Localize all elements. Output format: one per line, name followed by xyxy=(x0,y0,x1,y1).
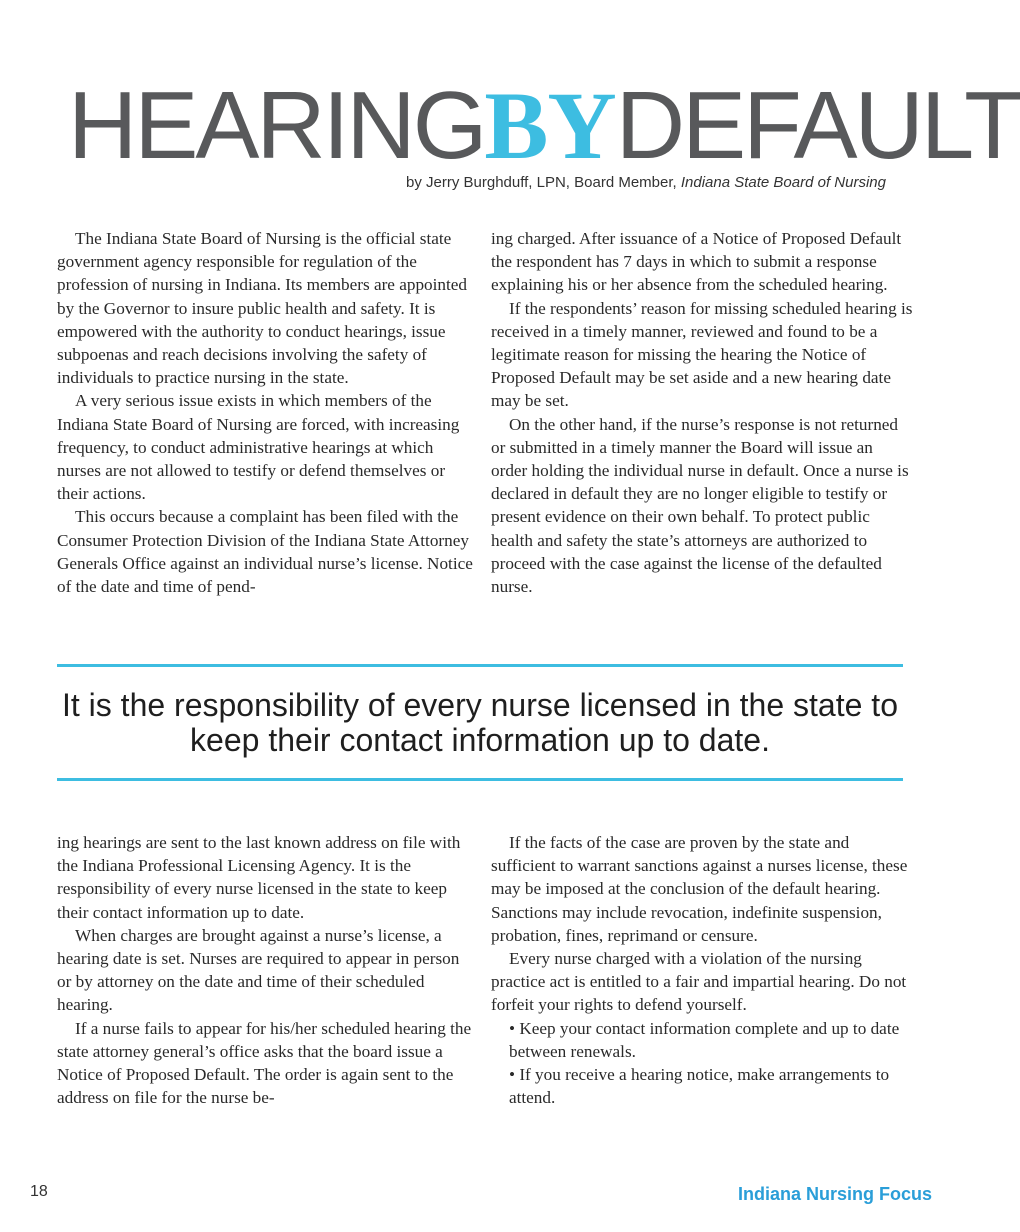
paragraph: When charges are brought against a nurse’s license, a hearing date is set. Nurses are required to appear in person or by attorney on the date and time of their scheduled hearing. xyxy=(57,925,460,1015)
article-title xyxy=(68,72,1020,179)
paragraph: If the facts of the case are proven by the state and sufficient to warrant sanctions against a nurses license, these may be imposed at the conclusion of the default hearing. Sanctions may include revocation, indefinite suspension, probation, fines, reprimand or censure. xyxy=(491,833,908,945)
pullquote: It is the responsibility of every nurse licensed in the state to keep their contact information up to date. xyxy=(62,687,898,758)
bullet-item: • If you receive a hearing notice, make arrangements to attend. xyxy=(509,1065,890,1108)
byline xyxy=(406,174,886,191)
paragraph: The Indiana State Board of Nursing is the official state government agency responsible for regulation of the profession of nursing in Indiana. Its members are appointed by the Governor to insure public health and safety. It is empowered with the authority to conduct hearings, issue subpoenas and reach decisions involving the safety of individuals to practice nursing in the state. xyxy=(57,229,468,388)
title-by: BY xyxy=(484,72,616,179)
column-1 xyxy=(57,227,475,598)
paragraph: On the other hand, if the nurse’s response is not returned or submitted in a timely manner the Board will issue an order holding the individual nurse in default. Once a nurse is declared in default they are no longer eligible to testify or present evidence on their own behalf. To protect public health and safety the state’s attorneys are authorized to proceed with the case against the license of the defaulted nurse. xyxy=(491,414,909,597)
paragraph: A very serious issue exists in which members of the Indiana State Board of Nursing are forced, with increasing frequency, to conduct administrative hearings at which nurses are not allowed to testify or defend themselves or their actions. xyxy=(57,391,460,504)
paragraph: Every nurse charged with a violation of the nursing practice act is entitled to a fair and impartial hearing. Do not forfeit your rights to defend yourself. xyxy=(491,949,907,1015)
paragraph-continued: ing charged. After issuance of a Notice of Proposed Default the respondent has 7 days in which to submit a response explaining his or her absence from the scheduled hearing. xyxy=(491,229,902,295)
pullquote-top-rule xyxy=(57,664,903,667)
byline-organization: Indiana State Board of Nursing xyxy=(680,174,886,191)
byline-author: by Jerry Burghduff, LPN, Board Member, xyxy=(406,174,681,191)
title-default: DEFAULT xyxy=(615,72,1020,179)
column-3 xyxy=(57,831,475,1109)
paragraph: This occurs because a complaint has been filed with the Consumer Protection Division of the Indiana State Attorney Generals Office against an individual nurse’s license. Notice of the date and time of pend- xyxy=(57,507,473,597)
column-2 xyxy=(491,227,913,598)
page-number: 18 xyxy=(30,1183,48,1200)
paragraph: If a nurse fails to appear for his/her scheduled hearing the state attorney general’s office asks that the board issue a Notice of Proposed Default. The order is again sent to the address on file for the nurse be- xyxy=(57,1018,472,1108)
paragraph-continued: ing hearings are sent to the last known address on file with the Indiana Professional Licensing Agency. It is the responsibility of every nurse licensed in the state to keep their contact information up to date. xyxy=(57,833,461,922)
pullquote-bottom-rule xyxy=(57,778,903,781)
title-hearing: HEARING xyxy=(68,72,485,179)
bullet-item: • Keep your contact information complete and up to date between renewals. xyxy=(509,1018,900,1061)
column-4 xyxy=(491,831,913,1109)
magazine-name: Indiana Nursing Focus xyxy=(737,1184,932,1204)
paragraph: If the respondents’ reason for missing scheduled hearing is received in a timely manner, reviewed and found to be a legitimate reason for missing the hearing the Notice of Proposed Default may be set aside and a new hearing date may be set. xyxy=(491,298,913,411)
